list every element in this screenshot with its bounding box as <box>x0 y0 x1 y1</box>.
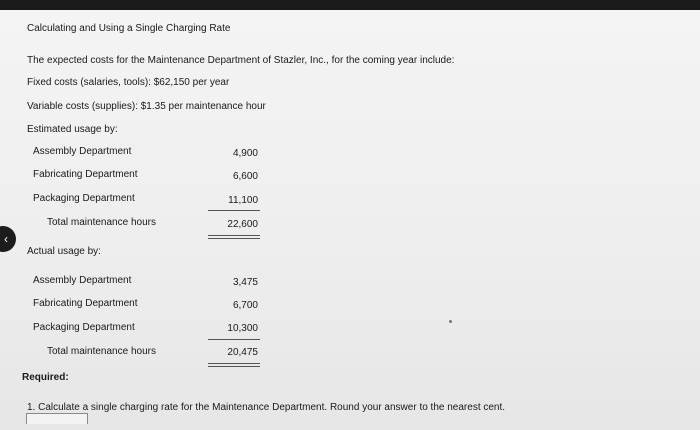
actual-total-label: Total maintenance hours <box>47 346 156 357</box>
total-double-rule <box>208 366 260 367</box>
actual-usage-heading: Actual usage by: <box>27 246 101 257</box>
top-bar <box>0 0 700 10</box>
estimated-usage-heading: Estimated usage by: <box>27 124 118 135</box>
problem-title: Calculating and Using a Single Charging Rate <box>27 23 231 34</box>
estimated-row-label: Assembly Department <box>33 146 132 157</box>
total-double-rule <box>208 235 260 236</box>
estimated-row-value: 11,100 <box>228 195 258 206</box>
answer-input[interactable] <box>26 413 88 424</box>
estimated-row-value: 6,600 <box>232 171 258 182</box>
estimated-total-value: 22,600 <box>227 219 258 230</box>
variable-costs-text: Variable costs (supplies): $1.35 per maintenance hour <box>27 101 266 112</box>
chevron-left-icon: ‹ <box>4 232 8 246</box>
actual-total-value: 20,475 <box>227 347 258 358</box>
subtotal-rule <box>208 339 260 340</box>
actual-row-value: 10,300 <box>227 323 258 334</box>
question-1-text: 1. Calculate a single charging rate for the Maintenance Department. Round your answer to the nearest cent. <box>27 402 506 413</box>
actual-row-label: Packaging Department <box>33 322 135 333</box>
estimated-row-value: 4,900 <box>232 148 258 159</box>
actual-row-value: 6,700 <box>232 300 258 311</box>
actual-row-value: 3,475 <box>232 277 258 288</box>
problem-page <box>0 10 700 430</box>
estimated-row-label: Packaging Department <box>33 193 135 204</box>
total-double-rule <box>208 363 260 364</box>
subtotal-rule <box>208 210 260 211</box>
stray-dot <box>449 320 452 323</box>
estimated-row-label: Fabricating Department <box>33 169 138 180</box>
estimated-total-label: Total maintenance hours <box>47 217 156 228</box>
actual-row-label: Fabricating Department <box>33 298 138 309</box>
required-label: Required: <box>22 372 69 383</box>
intro-text: The expected costs for the Maintenance Department of Stazler, Inc., for the coming year include: <box>27 55 455 66</box>
fixed-costs-text: Fixed costs (salaries, tools): $62,150 per year <box>27 77 230 88</box>
total-double-rule <box>208 238 260 239</box>
actual-row-label: Assembly Department <box>33 275 132 286</box>
